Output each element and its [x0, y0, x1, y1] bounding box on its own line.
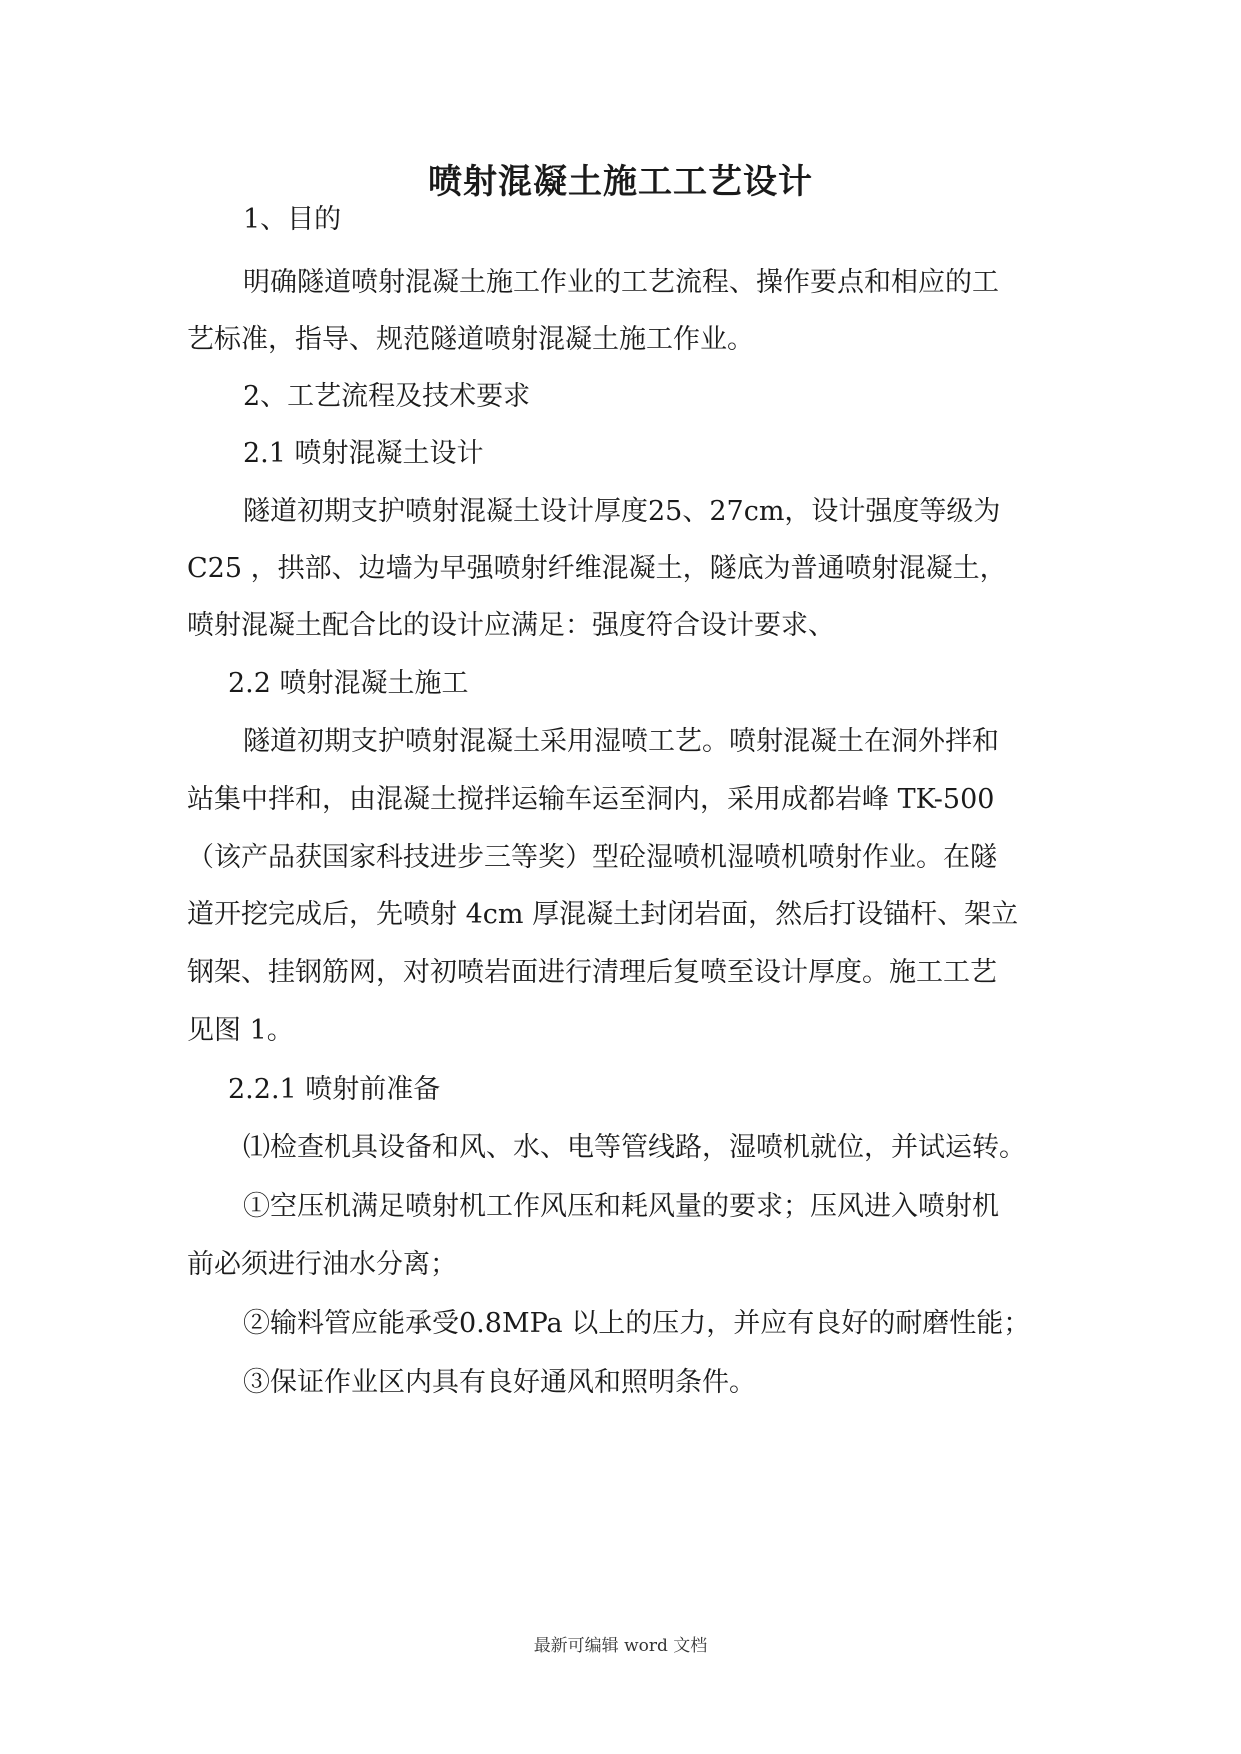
- paragraph-line: 艺标准，指导、规范隧道喷射混凝土施工作业。: [187, 324, 754, 355]
- paragraph-line: C25 ，拱部、边墙为早强喷射纤维混凝土，隧底为普通喷射混凝土，: [187, 553, 1007, 584]
- paragraph-line: 站集中拌和，由混凝土搅拌运输车运至洞内，采用成都岩峰 TK-500: [187, 784, 995, 815]
- paragraph-line: 明确隧道喷射混凝土施工作业的工艺流程、操作要点和相应的工: [243, 267, 999, 298]
- paragraph-line: 道开挖完成后，先喷射 4cm 厚混凝土封闭岩面，然后打设锚杆、架立: [187, 899, 1019, 930]
- section-heading-purpose: 1、目的: [243, 204, 342, 235]
- subsection-heading-construction: 2.2 喷射混凝土施工: [228, 668, 469, 699]
- list-item: ②输料管应能承受0.8MPa 以上的压力，并应有良好的耐磨性能；: [243, 1308, 1031, 1339]
- page-footer: 最新可编辑 word 文档: [533, 1636, 708, 1656]
- subsection-heading-design: 2.1 喷射混凝土设计: [243, 438, 484, 469]
- paragraph-line: （该产品获国家科技进步三等奖）型砼湿喷机湿喷机喷射作业。在隧: [187, 842, 997, 873]
- paragraph-line: 前必须进行油水分离；: [187, 1249, 457, 1280]
- list-item: ①空压机满足喷射机工作风压和耗风量的要求；压风进入喷射机: [243, 1191, 999, 1222]
- section-heading-process: 2、工艺流程及技术要求: [243, 381, 531, 412]
- paragraph-line: 钢架、挂钢筋网，对初喷岩面进行清理后复喷至设计厚度。施工工艺: [187, 957, 997, 988]
- subsection-heading-preparation: 2.2.1 喷射前准备: [228, 1074, 441, 1105]
- paragraph-line: 见图 1。: [187, 1015, 294, 1046]
- paragraph-line: 隧道初期支护喷射混凝土设计厚度25、27cm，设计强度等级为: [243, 496, 1001, 527]
- list-item: ⑴检查机具设备和风、水、电等管线路，湿喷机就位，并试运转。: [243, 1132, 1026, 1163]
- paragraph-line: 喷射混凝土配合比的设计应满足：强度符合设计要求、: [187, 610, 835, 641]
- list-item: ③保证作业区内具有良好通风和照明条件。: [243, 1367, 756, 1398]
- paragraph-line: 隧道初期支护喷射混凝土采用湿喷工艺。喷射混凝土在洞外拌和: [243, 726, 999, 757]
- document-title: 喷射混凝土施工工艺设计: [428, 162, 813, 202]
